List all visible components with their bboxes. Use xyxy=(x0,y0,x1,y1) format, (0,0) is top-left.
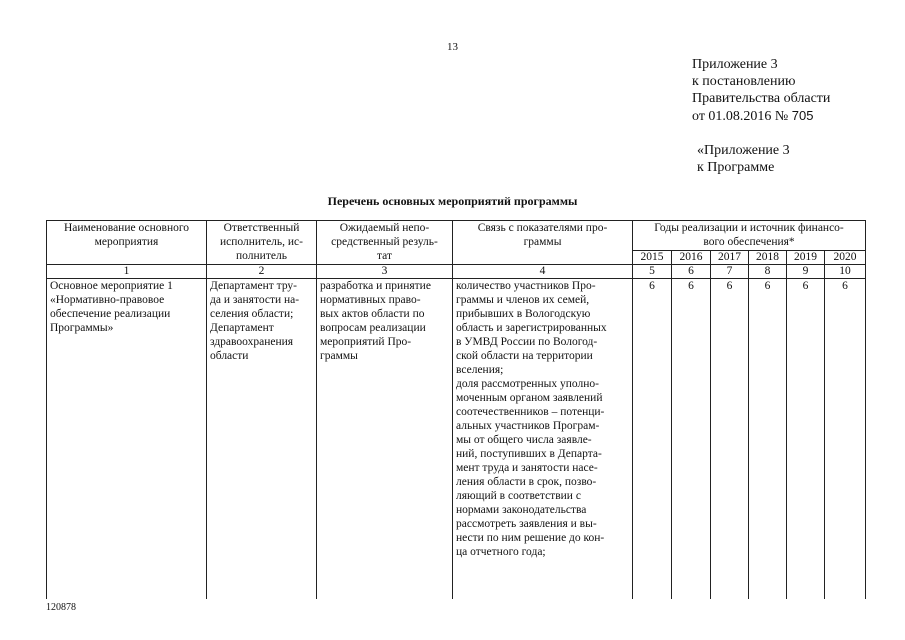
appendix-header xyxy=(692,56,830,125)
year-cell: 2017 xyxy=(711,251,749,265)
footer-code: 120878 xyxy=(46,602,76,613)
measure-indicators: количество участников Про- граммы и членов их семей, прибывших в Вологодскую область и зарегистрированных в УМВД России по Вологод- ской области на территории вселения; доля рассмотренных уполно- моченным органом заявлений соотечественников – потенци- альных участников Програм- мы от общего числа заявле- ний, поступивших в Департа- мент труда и занятости насе- ления области в срок, позво- ляющий в соответствии с нормами законодательства рассмотреть заявления и вы- нести по ним решение до кон- ца отчетного года; xyxy=(453,279,633,600)
program-appendix-line-1: «Приложение 3 xyxy=(697,143,790,158)
value-2017: 6 xyxy=(711,279,749,600)
column-number: 5 xyxy=(633,265,672,279)
header-result: Ожидаемый непо- средственный резуль- тат xyxy=(317,221,453,265)
page-number: 13 xyxy=(447,41,458,53)
value-2019: 6 xyxy=(787,279,825,600)
year-cell: 2015 xyxy=(633,251,672,265)
appendix-line-4 xyxy=(692,107,830,125)
year-cell: 2019 xyxy=(787,251,825,265)
header-row xyxy=(47,221,866,251)
column-number: 2 xyxy=(207,265,317,279)
column-number: 4 xyxy=(453,265,633,279)
measures-table xyxy=(46,220,866,599)
measure-result: разработка и принятие нормативных право- вых актов области по вопросам реализации мероприятий Про- граммы xyxy=(317,279,453,600)
program-appendix-header xyxy=(697,142,790,176)
column-number: 1 xyxy=(47,265,207,279)
header-name: Наименование основного мероприятия xyxy=(47,221,207,265)
appendix-line-2: к постановлению xyxy=(692,74,796,89)
table-row xyxy=(47,279,866,600)
column-number: 3 xyxy=(317,265,453,279)
table-title: Перечень основных мероприятий программы xyxy=(327,194,578,208)
value-2018: 6 xyxy=(749,279,787,600)
value-2020: 6 xyxy=(825,279,866,600)
value-2015: 6 xyxy=(633,279,672,600)
value-2016: 6 xyxy=(672,279,711,600)
appendix-date: от 01.08.2016 № xyxy=(692,109,789,124)
appendix-line-3: Правительства области xyxy=(692,91,831,106)
column-numbers-row xyxy=(47,265,866,279)
header-executor: Ответственный исполнитель, ис- полнитель xyxy=(207,221,317,265)
header-years: Годы реализации и источник финансо- вого обеспечения* xyxy=(633,221,866,251)
column-number: 10 xyxy=(825,265,866,279)
year-cell: 2016 xyxy=(672,251,711,265)
measure-name: Основное мероприятие 1 «Нормативно-правовое обеспечение реализации Программы» xyxy=(47,279,207,600)
header-indicators: Связь с показателями про- граммы xyxy=(453,221,633,265)
year-cell: 2020 xyxy=(825,251,866,265)
appendix-line-1: Приложение 3 xyxy=(692,57,778,72)
column-number: 7 xyxy=(711,265,749,279)
program-appendix-line-2: к Программе xyxy=(697,160,775,175)
column-number: 9 xyxy=(787,265,825,279)
column-number: 8 xyxy=(749,265,787,279)
column-number: 6 xyxy=(672,265,711,279)
decree-number: 705 xyxy=(791,108,814,123)
measure-executor: Департамент тру- да и занятости на- селения области; Департамент здравоохранения области xyxy=(207,279,317,600)
year-cell: 2018 xyxy=(749,251,787,265)
